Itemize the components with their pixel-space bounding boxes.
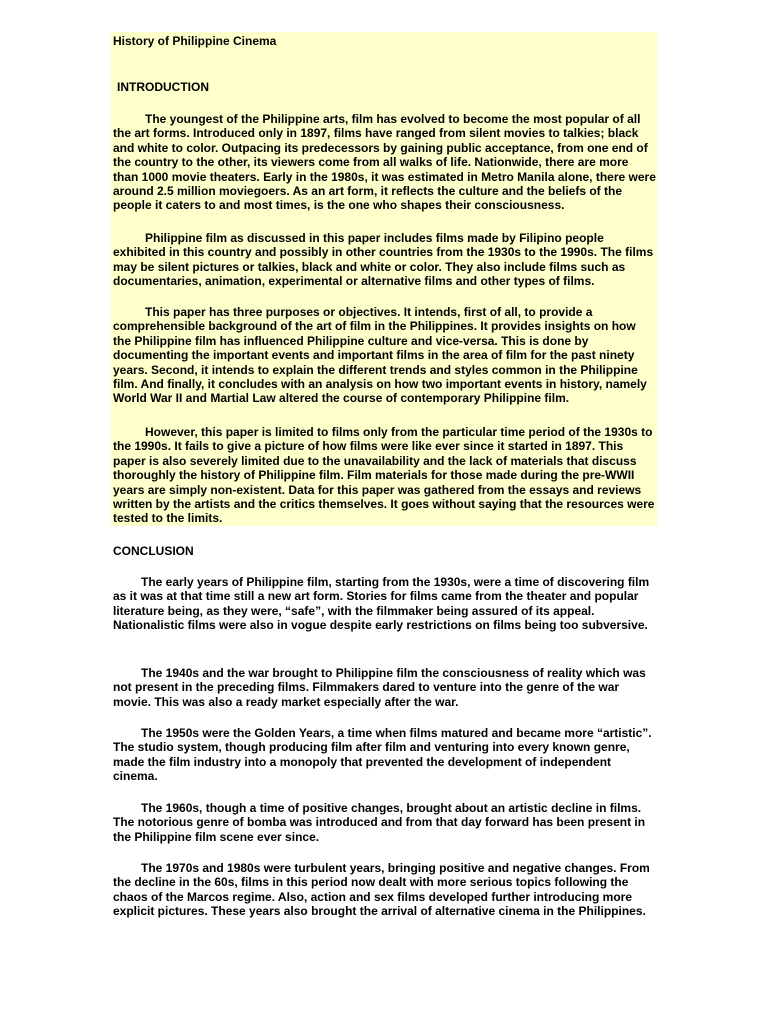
conclusion-heading: CONCLUSION [113,544,194,558]
paragraph-text: The 1970s and 1980s were turbulent years, bringing positive and negative changes. From the decline in the 60s, films in this period now dealt with more serious topics following the chaos of the Marcos regime. Also, action and sex films developed further introducing more explicit pictures. These years also brought the arrival of alternative cinema in the Philippines. [113,861,650,919]
paragraph-text: The 1940s and the war brought to Philippine film the consciousness of reality which was not present in the preceding films. Filmmakers dared to venture into the genre of the war movie. This was also a ready market especially after the war. [113,666,646,709]
paragraph-text: However, this paper is limited to films only from the particular time period of the 1930s to the 1990s. It fails to give a picture of how films were like ever since it started in 1897. This paper is also severely limited due to the unavailability and the lack of materials that discuss thoroughly the history of Philippine film. Film materials for those made during the pre-WWII years are simply non-existent. Data for this paper was gathered from the essays and reviews written by the artists and the critics themselves. It goes without saying that the resources were tested to the limits. [113,425,655,526]
paragraph-text: The youngest of the Philippine arts, film has evolved to become the most popular of all the art forms. Introduced only in 1897, films have ranged from silent movies to talkies; black and white to color. Outpacing its predecessors by gaining public acceptance, from one end of the country to the other, its viewers come from all walks of life. Nationwide, there are more than 1000 movie theaters. Early in the 1980s, it was estimated in Metro Manila alone, there were around 2.5 million moviegoers. As an art form, it reflects the culture and the beliefs of the people it caters to and most times, is the one who shapes their consciousness. [113,112,656,213]
conclusion-paragraph [113,861,657,919]
conclusion-paragraph [113,801,657,844]
paragraph-text: The 1960s, though a time of positive changes, brought about an artistic decline in films. The notorious genre of bomba was introduced and from that day forward has been present in the Philippine film scene ever since. [113,801,646,844]
paragraph-text: The early years of Philippine film, starting from the 1930s, were a time of discovering film as it was at that time still a new art form. Stories for films came from the theater and popular literature being, as they were, “safe”, with the filmmaker being assured of its appeal. Nationalistic films were also in vogue despite early restrictions on films being too subversive. [113,575,650,633]
conclusion-paragraph [113,726,657,784]
introduction-paragraph [113,425,657,526]
introduction-paragraph [113,112,657,213]
introduction-heading: INTRODUCTION [117,80,209,94]
introduction-paragraph [113,231,657,289]
paragraph-text: The 1950s were the Golden Years, a time when films matured and became more “artistic”. The studio system, though producing film after film and venturing into every known genre, made the film industry into a monopoly that prevented the development of independent cinema. [113,726,652,784]
paragraph-text: This paper has three purposes or objectives. It intends, first of all, to provide a comprehensible background of the art of film in the Philippines. It provides insights on how the Philippine film has influenced Philippine culture and vice-versa. This is done by documenting the important events and important films in the area of film for the past ninety years. Second, it intends to explain the different trends and styles common in the Philippine film. And finally, it concludes with an analysis on how two important events in history, namely World War II and Martial Law altered the course of contemporary Philippine film. [113,305,647,406]
conclusion-paragraph [113,575,657,633]
document-title: History of Philippine Cinema [113,34,277,48]
conclusion-paragraph [113,666,657,709]
paragraph-text: Philippine film as discussed in this paper includes films made by Filipino people exhibited in this country and possibly in other countries from the 1930s to the 1990s. The films may be silent pictures or talkies, black and white or color. They also include films such as documentaries, animation, experimental or alternative films and other types of films. [113,231,654,289]
introduction-paragraph [113,305,657,406]
